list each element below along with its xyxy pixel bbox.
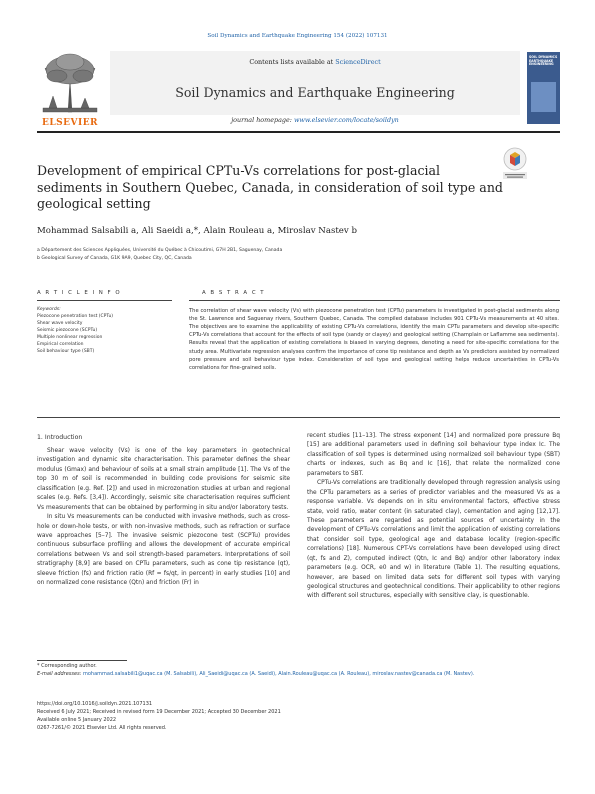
copyright: 0267-7261/© 2021 Elsevier Ltd. All rights reserved. bbox=[37, 725, 167, 731]
journal-homepage-line bbox=[110, 116, 520, 124]
corresponding-author-note: * Corresponding author. bbox=[37, 663, 97, 669]
introduction-heading: 1. Introduction bbox=[37, 434, 83, 441]
journal-title: Soil Dynamics and Earthquake Engineering bbox=[175, 85, 455, 100]
homepage-prefix: journal homepage: bbox=[231, 116, 294, 124]
keyword-item: Soil behaviour type (SBT) bbox=[37, 348, 95, 354]
intro-paragraph: recent studies [11–13]. The stress exponent [14] and normalized pore pressure Bq [15] are additional parameters used in defining soil behaviour type index Ic. The classification of soil types is determined using normalized soil behaviour type (SBT) charts or indexes, such as Bq and Ic [16], that relate the normalized cone parameters to SBT. bbox=[307, 433, 560, 477]
intro-left-column bbox=[37, 447, 290, 589]
article-info-rule bbox=[37, 300, 172, 301]
contents-prefix: Contents lists available at bbox=[249, 58, 336, 66]
intro-paragraph: CPTu-Vs correlations are traditionally developed through regression analysis using the CPTu parameters as a series of predictor variables and the measured Vs as a response variable. Vs depends on in situ environmental factors, effective stress state, void ratio, water content (in saturated clay), cementation and aging [12,17]. These parameters are regarded as potential sources of uncertainty in the development of CPTu-Vs correlations and limit the application of existing correlations that consider soil type, geological age and database locality (region-specific correlations) [18]. Numerous CPT-Vs correlations have been developed using direct (qt, fs and Z), computed indirect (Qtn, Ic and Bq) and/or other laboratory index parameters (e.g. OCR, e0 and w) in literature (Table 1). The resulting equations, however, are based on limited data sets for different soil types with varying geological structures and geotechnical conditions. Their applicability to other regions with different soil structures, especially with sensitive clay, is questionable. bbox=[307, 480, 560, 600]
journal-cover-thumbnail bbox=[527, 52, 560, 124]
homepage-link[interactable]: www.elsevier.com/locate/soildyn bbox=[293, 116, 399, 124]
abstract-bottom-rule bbox=[37, 417, 560, 418]
keywords-list bbox=[37, 314, 162, 356]
keyword-item: Seismic piezocone (SCPTu) bbox=[37, 327, 98, 333]
doi-link[interactable]: https://doi.org/10.1016/j.soildyn.2021.107131 bbox=[37, 701, 153, 707]
email-addresses bbox=[37, 671, 560, 679]
keyword-item: Empirical correlation bbox=[37, 341, 84, 347]
contents-available-line bbox=[110, 58, 520, 66]
abstract-rule bbox=[189, 300, 560, 301]
footnote-rule bbox=[37, 660, 127, 661]
elsevier-tree-logo bbox=[37, 50, 103, 128]
journal-reference[interactable]: Soil Dynamics and Earthquake Engineering 154 (2022) 107131 bbox=[207, 33, 388, 39]
cover-graphic bbox=[531, 82, 556, 112]
affiliation-b: b Geological Survey of Canada, G1K 9A9, Quebec City, QC, Canada bbox=[37, 256, 192, 261]
keywords-label: Keywords: bbox=[37, 307, 61, 312]
intro-paragraph: In situ Vs measurements can be conducted with invasive methods, such as cross-hole or down-hole tests, or with non-invasive methods, such as refraction or surface wave approaches [5–7]. The invasive seismic piezocone test (SCPTu) provides continuous subsurface profiling and allows the development of accurate empirical correlations between Vs and soil strength-based parameters. Interpretations of soil stratigraphy [8,9] are based on CPTu parameters, such as cone tip resistance (qt), sleeve friction (fs) and friction ratio (Rf = fs/qt, in percent) in early studies [10] and on normalized cone resistance (Qtn) and friction (Fr) in bbox=[37, 514, 290, 587]
check-for-updates-icon[interactable] bbox=[500, 146, 530, 182]
abstract-heading: A B S T R A C T bbox=[202, 290, 266, 296]
author-list: Mohammad Salsabili a, Ali Saeidi a,*, Alain Rouleau a, Miroslav Nastev b bbox=[37, 226, 357, 236]
keyword-item: Piezocone penetration test (CPTu) bbox=[37, 314, 114, 319]
email-label: E-mail addresses: bbox=[37, 671, 83, 677]
affiliation-a: a Département des Sciences Appliquées, Université du Québec à Chicoutimi, G7H 2B1, Saguenay, Canada bbox=[37, 248, 283, 253]
intro-paragraph: Shear wave velocity (Vs) is one of the key parameters in geotechnical investigation and dynamic site characterisation. This parameter defines the shear modulus (Gmax) and behaviour of soils at a small strain amplitude [1]. The Vs of the top 30 m of soil is recommended in building code provisions for seismic site classification (e.g. Ref. [2]) and used in microzonation studies at urban and regional scales (e.g. Refs. [3,4]). Accordingly, seismic site characterisation requires sufficient Vs measurements that can be obtained by performing in situ and/or laboratory tests. bbox=[37, 448, 290, 511]
abstract-text: The correlation of shear wave velocity (Vs) with piezocone penetration test (CPTu) parameters is investigated in post-glacial sediments along the St. Lawrence and Saguenay rivers, Southern Quebec, Canada. The compiled database includes 901 CPTu-Vs measurements at 40 sites. The objectives are to examine the applicability of existing CPTu-Vs correlations, identify the main CPTu parameters and develop site-specific CPTu-Vs correlations that account for the effects of soil type (sandy or clayey) and geological setting (Champlain or Laflamme sea sediments). Results reveal that the application of existing correlations is biased in varying degrees, denoting a need for site-specific correlations for the study area. Multivariate regression analyses confirm the importance of cone tip resistance and depth as Vs predictors assisted by normalized pore pressure and soil behaviour type index. Consideration of soil type and geological setting helps reduce uncertainties in CPTu-Vs correlations for fine-grained soils. bbox=[189, 308, 559, 371]
article-info-heading: A R T I C L E I N F O bbox=[37, 290, 122, 296]
available-online: Available online 5 January 2022 bbox=[37, 717, 117, 723]
publisher-name: ELSEVIER bbox=[41, 118, 99, 128]
paper-title: Development of empirical CPTu-Vs correlations for post-glacial sediments in Southern Quebec, Canada, in consideration of soil type and geological setting bbox=[37, 163, 503, 212]
keyword-item: Shear wave velocity bbox=[37, 320, 83, 326]
received-dates: Received 6 July 2021; Received in revised form 19 December 2021; Accepted 30 December 2021 bbox=[37, 709, 281, 715]
sciencedirect-link[interactable]: ScienceDirect bbox=[335, 58, 381, 66]
header-rule bbox=[37, 131, 560, 133]
keyword-item: Multiple nonlinear regression bbox=[37, 334, 103, 340]
email-links[interactable]: mohammad.salsabili1@uqac.ca (M. Salsabili), Ali_Saeidi@uqac.ca (A. Saeidi), Alain.Rouleau@uqac.ca (A. Rouleau), miroslav.nastev@canada.ca (M. Nastev). bbox=[82, 671, 475, 677]
cover-title: SOIL DYNAMICS EARTHQUAKE ENGINEERING bbox=[529, 55, 558, 67]
intro-right-column bbox=[307, 432, 560, 602]
